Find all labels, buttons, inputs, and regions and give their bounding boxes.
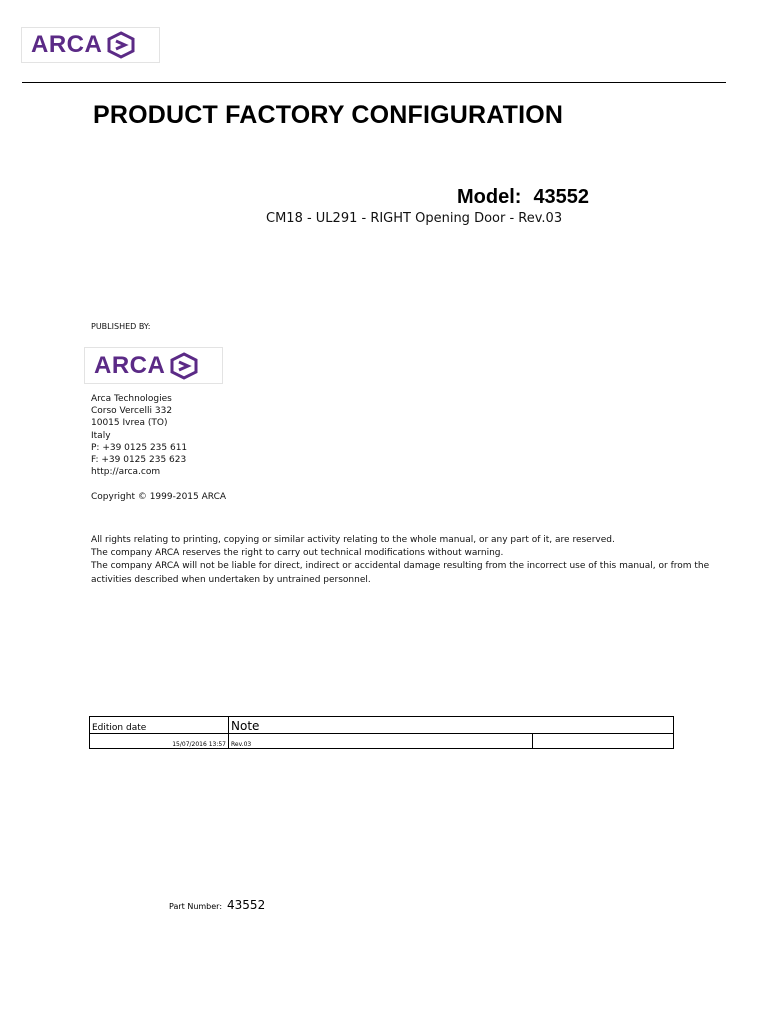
legal-notice <box>91 534 709 587</box>
part-number-label: Part Number: <box>169 902 223 911</box>
published-by-label: PUBLISHED BY: <box>91 322 151 331</box>
table-row <box>90 734 674 749</box>
publisher-address <box>91 393 187 478</box>
arca-logo-icon <box>169 352 199 380</box>
table-cell-edition-date: 15/07/2016 13:57 <box>90 734 229 749</box>
model-value: 43552 <box>533 186 590 208</box>
table-header-row <box>90 717 674 734</box>
table-cell-extra <box>533 734 674 749</box>
part-number <box>169 894 265 913</box>
brand-wordmark: ARCA <box>31 31 103 58</box>
address-line: Arca Technologies <box>91 394 172 404</box>
arca-logo-icon <box>106 31 136 59</box>
address-line: Italy <box>91 430 111 441</box>
document-subtitle: CM18 - UL291 - RIGHT Opening Door - Rev.03 <box>266 211 563 226</box>
edition-table <box>89 716 674 749</box>
model-label: Model: <box>457 186 522 208</box>
publisher-logo <box>84 347 223 384</box>
header-divider <box>22 82 726 83</box>
legal-line: All rights relating to printing, copying or similar activity relating to the whole manual, or any part of it, are reserved. <box>91 535 615 545</box>
part-number-value: 43552 <box>227 898 266 912</box>
model-heading <box>457 186 589 209</box>
header-logo <box>21 27 160 63</box>
table-header-cell: Edition date <box>90 717 229 734</box>
document-title: PRODUCT FACTORY CONFIGURATION <box>93 101 564 129</box>
table-cell-note: Rev.03 <box>229 734 533 749</box>
legal-line: activities described when undertaken by untrained personnel. <box>91 574 371 585</box>
legal-line: The company ARCA will not be liable for direct, indirect or accidental damage resulting from the incorrect use of this manual, or from the <box>91 561 710 572</box>
publisher-brand-wordmark: ARCA <box>94 351 166 379</box>
address-line: P: +39 0125 235 611 <box>91 442 188 453</box>
address-line: F: +39 0125 235 623 <box>91 455 187 466</box>
legal-line: The company ARCA reserves the right to carry out technical modifications without warning. <box>91 548 504 559</box>
copyright-notice: Copyright © 1999-2015 ARCA <box>91 492 227 502</box>
address-line: Corso Vercelli 332 <box>91 406 173 417</box>
address-line: http://arca.com <box>91 467 161 478</box>
address-line: 10015 Ivrea (TO) <box>91 418 168 429</box>
table-header-cell: Note <box>229 717 674 734</box>
